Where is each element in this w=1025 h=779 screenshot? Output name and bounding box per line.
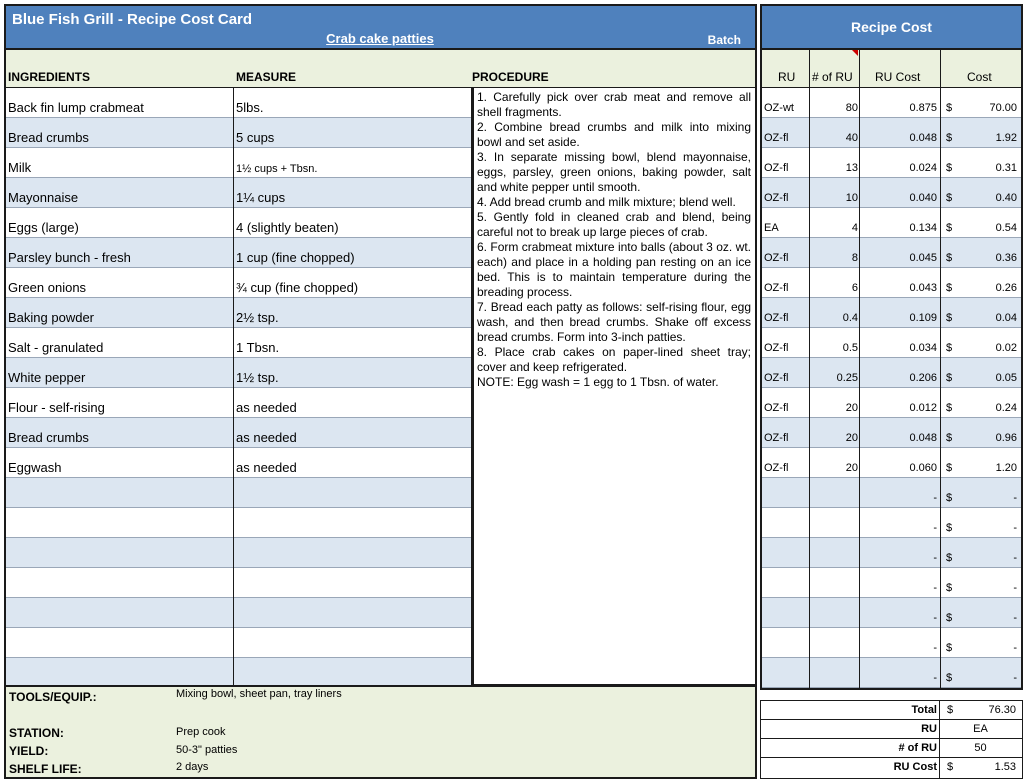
cost-row [762,328,1021,358]
cost-cell[interactable]: 1.20 [995,462,1017,474]
dollar-sign: $ [946,312,953,324]
recipe-card [4,4,757,779]
column-divider [940,50,941,688]
cost-cell[interactable]: 70.00 [989,102,1017,114]
ingredient-name-cell[interactable]: White pepper [8,370,86,385]
ingredient-row [6,268,472,298]
num-ru-cell[interactable]: 0.5 [842,342,858,354]
ru-cell[interactable]: OZ-fl [764,162,789,174]
ru-cell[interactable]: OZ-wt [764,102,794,114]
procedure-step: 2. Combine bread crumbs and milk into mixing bowl and set aside. [477,120,751,149]
cost-row [762,568,1021,598]
ru-cost-cell[interactable]: - [933,552,937,564]
ru-cost-cell[interactable]: - [933,582,937,594]
dollar-sign: $ [946,492,953,504]
procedure-step: 6. Form crabmeat mixture into balls (about 3 oz. wt. each) and place in a holding pan resting on an ice bed. This is to maintain temperature during the breading process. [477,240,751,299]
num-ru-cell[interactable]: 80 [845,102,858,114]
yield-value[interactable]: 50-3" patties [176,744,238,756]
ru-cell[interactable]: OZ-fl [764,432,789,444]
ingredients-header: INGREDIENTS [8,70,91,84]
ingredient-row [6,538,472,568]
cost-cell[interactable]: 0.26 [995,282,1017,294]
ingredient-row [6,388,472,418]
ingredient-measure-cell[interactable]: 2½ tsp. [236,310,279,325]
ru-cost-cell[interactable]: - [933,672,937,684]
num-ru-cell[interactable]: 13 [845,162,858,174]
procedure-step: 5. Gently fold in cleaned crab and blend, being careful not to break up large pieces of crab. [477,210,751,239]
recipe-cost-panel [760,4,1023,690]
total-row [761,701,1022,720]
ingredient-row [6,598,472,628]
recipe-cost-title: Recipe Cost [762,6,1021,50]
procedure-header: PROCEDURE [472,70,549,84]
dollar-sign: $ [946,342,953,354]
cost-cell[interactable]: - [1013,612,1017,624]
cost-row [762,508,1021,538]
dollar-sign: $ [946,102,953,114]
ingredients-table [6,88,472,688]
dollar-sign: $ [946,282,953,294]
cost-cell[interactable]: 0.31 [995,162,1017,174]
cost-row [762,358,1021,388]
ru-cost-value[interactable]: 1.53 [994,761,1016,773]
ingredient-row [6,118,472,148]
ru-header: RU [778,70,796,84]
cost-cell[interactable]: 0.36 [995,252,1017,264]
cost-row [762,598,1021,628]
ru-cost-cell[interactable]: 0.048 [909,132,937,144]
ingredient-name-cell[interactable]: Parsley bunch - fresh [8,250,131,265]
ru-cost-cell[interactable]: 0.875 [909,102,937,114]
dollar-sign: $ [946,132,953,144]
card-footer [6,685,755,777]
num-ru-cell[interactable]: 4 [851,222,858,234]
num-ru-row [761,739,1022,758]
cost-row [762,418,1021,448]
ru-cost-cell[interactable]: 0.024 [909,162,937,174]
ingredient-row [6,418,472,448]
cost-cell[interactable]: 1.92 [995,132,1017,144]
procedure-step: 1. Carefully pick over crab meat and remove all shell fragments. [477,90,751,119]
dollar-sign: $ [946,252,953,264]
ru-cost-cell[interactable]: 0.109 [909,312,937,324]
cost-row [762,298,1021,328]
dollar-sign: $ [946,522,953,534]
num-ru-label: # of RU [898,742,937,754]
ru-cost-header: RU Cost [875,70,921,84]
cost-row [762,628,1021,658]
dollar-sign: $ [946,642,953,654]
cost-table [762,88,1021,688]
dollar-sign: $ [946,222,953,234]
tools-value[interactable]: Mixing bowl, sheet pan, tray liners [176,688,342,700]
column-header-row [6,50,755,88]
cost-cell[interactable]: - [1013,522,1017,534]
comment-marker-icon[interactable] [852,50,858,56]
cost-cell[interactable]: - [1013,642,1017,654]
ru-cost-cell[interactable]: - [933,642,937,654]
ru-cell[interactable]: OZ-fl [764,402,789,414]
cost-row [762,208,1021,238]
ingredient-row [6,238,472,268]
num-ru-value[interactable]: 50 [974,742,987,754]
ru-cost-cell[interactable]: 0.043 [909,282,937,294]
num-ru-cell[interactable]: 20 [845,462,858,474]
ingredient-name-cell[interactable]: Salt - granulated [8,340,104,355]
procedure-step: 7. Bread each patty as follows: self-rising flour, egg wash, and then bread crumbs. Shake off excess bread crumbs. Form into 3-inch patties. [477,300,751,344]
cost-row [762,388,1021,418]
ru-cost-label: RU Cost [893,761,937,773]
ingredient-name-cell[interactable]: Milk [8,160,32,175]
ingredient-name-cell[interactable]: Eggs (large) [8,220,79,235]
dollar-sign: $ [946,402,953,414]
dollar-sign: $ [946,432,953,444]
cost-row [762,148,1021,178]
dollar-sign: $ [946,462,953,474]
ru-cost-dollar: $ [947,761,954,773]
cost-row [762,478,1021,508]
ingredient-row [6,208,472,238]
cost-header: Cost [967,70,992,84]
ingredient-row [6,478,472,508]
ingredient-row [6,298,472,328]
procedure-step: 8. Place crab cakes on paper-lined sheet tray; cover and keep refrigerated. [477,345,751,374]
ru-cell[interactable]: EA [764,222,779,234]
cost-cell[interactable]: - [1013,582,1017,594]
dollar-sign: $ [946,672,953,684]
num-ru-cell[interactable]: 8 [851,252,858,264]
ingredient-measure-cell[interactable]: as needed [236,460,297,475]
cost-cell[interactable]: 0.40 [995,192,1017,204]
ingredient-row [6,628,472,658]
station-label: STATION: [9,726,64,740]
ru-cell[interactable]: OZ-fl [764,132,789,144]
shelf-life-value[interactable]: 2 days [176,761,209,773]
ingredient-measure-cell[interactable]: 5 cups [236,130,275,145]
ingredient-measure-cell[interactable]: 1 cup (fine chopped) [236,250,355,265]
recipe-name-link[interactable]: Crab cake patties [326,31,434,46]
yield-label: YIELD: [9,744,49,758]
column-divider [859,50,860,688]
num-ru-cell[interactable]: 10 [845,192,858,204]
ru-cost-cell[interactable]: 0.040 [909,192,937,204]
ru-cost-cell[interactable]: - [933,522,937,534]
ru-row [761,720,1022,739]
cost-cell[interactable]: 0.04 [995,312,1017,324]
ingredient-row [6,448,472,478]
num-ru-header: # of RU [812,70,853,84]
dollar-sign: $ [946,552,953,564]
cost-row [762,238,1021,268]
num-ru-cell[interactable]: 0.25 [836,372,858,384]
totals-box [760,700,1023,779]
station-value[interactable]: Prep cook [176,726,226,738]
cost-cell[interactable]: 0.54 [995,222,1017,234]
ingredient-name-cell[interactable]: Baking powder [8,310,94,325]
num-ru-cell[interactable]: 20 [845,402,858,414]
cost-row [762,658,1021,688]
cost-cell[interactable]: - [1013,672,1017,684]
procedure-step: 3. In separate missing bowl, blend mayonnaise, eggs, parsley, green onions, baking powder, salt and white pepper until smooth. [477,150,751,194]
cost-cell[interactable]: 0.05 [995,372,1017,384]
ingredient-row [6,358,472,388]
card-title-bar [6,6,755,50]
cost-row [762,118,1021,148]
ru-cost-cell[interactable]: 0.045 [909,252,937,264]
num-ru-cell[interactable]: 20 [845,432,858,444]
cost-cell[interactable]: 0.24 [995,402,1017,414]
tools-label: TOOLS/EQUIP.: [9,690,97,704]
ru-value[interactable]: EA [973,723,988,735]
cost-header-row [762,50,1021,88]
dollar-sign: $ [946,582,953,594]
ru-cell[interactable]: OZ-fl [764,342,789,354]
ingredient-measure-cell[interactable]: 1¼ cups [236,190,286,205]
ingredient-measure-cell[interactable]: 4 (slightly beaten) [236,220,339,235]
batch-label: Batch [707,33,741,47]
ingredient-name-cell[interactable]: Flour - self-rising [8,400,105,415]
ru-cost-cell[interactable]: - [933,612,937,624]
ru-cost-row [761,758,1022,777]
ingredient-row [6,88,472,118]
ingredient-row [6,178,472,208]
ingredient-measure-cell[interactable]: as needed [236,430,297,445]
column-divider [233,88,234,686]
ingredient-row [6,568,472,598]
ru-cost-cell[interactable]: 0.060 [909,462,937,474]
ingredient-measure-cell[interactable]: ¾ cup (fine chopped) [236,280,359,295]
cost-cell[interactable]: - [1013,492,1017,504]
dollar-sign: $ [946,192,953,204]
total-value[interactable]: 76.30 [988,704,1016,716]
ingredient-row [6,508,472,538]
ingredient-measure-cell[interactable]: 1½ tsp. [236,370,279,385]
num-ru-cell[interactable]: 40 [845,132,858,144]
ingredient-measure-cell[interactable]: 1½ cups + Tbsn. [236,163,318,175]
ru-cell[interactable]: OZ-fl [764,462,789,474]
total-dollar: $ [947,704,954,716]
ingredient-measure-cell[interactable]: as needed [236,400,297,415]
procedure-step: 4. Add bread crumb and milk mixture; blend well. [477,195,736,209]
total-label: Total [911,704,937,716]
num-ru-cell[interactable]: 6 [851,282,858,294]
ru-cell[interactable]: OZ-fl [764,282,789,294]
procedure-step: NOTE: Egg wash = 1 egg to 1 Tbsn. of water. [477,375,719,389]
cost-row [762,178,1021,208]
ingredient-name-cell[interactable]: Back fin lump crabmeat [8,100,144,115]
ru-cost-cell[interactable]: - [933,492,937,504]
ru-cost-cell[interactable]: 0.048 [909,432,937,444]
ingredient-row [6,658,472,688]
ru-cost-cell[interactable]: 0.012 [909,402,937,414]
ru-cost-cell[interactable]: 0.206 [909,372,937,384]
ingredient-name-cell[interactable]: Bread crumbs [8,430,89,445]
ingredient-name-cell[interactable]: Bread crumbs [8,130,89,145]
ingredient-row [6,148,472,178]
ru-cost-cell[interactable]: 0.134 [909,222,937,234]
cost-cell[interactable]: 0.02 [995,342,1017,354]
ingredient-name-cell[interactable]: Mayonnaise [8,190,79,205]
ru-cost-cell[interactable]: 0.034 [909,342,937,354]
shelf-life-label: SHELF LIFE: [9,762,82,776]
procedure-text-cell[interactable] [472,88,757,686]
ru-cell[interactable]: OZ-fl [764,252,789,264]
ingredient-measure-cell[interactable]: 1 Tbsn. [236,340,280,355]
ru-cell[interactable]: OZ-fl [764,312,789,324]
ingredient-measure-cell[interactable]: 5lbs. [236,100,264,115]
ru-cell[interactable]: OZ-fl [764,192,789,204]
column-divider [809,50,810,688]
num-ru-cell[interactable]: 0.4 [842,312,858,324]
measure-header: MEASURE [236,70,297,84]
ru-label: RU [921,723,937,735]
dollar-sign: $ [946,372,953,384]
cost-row [762,538,1021,568]
ingredient-name-cell[interactable]: Green onions [8,280,87,295]
dollar-sign: $ [946,612,953,624]
cost-cell[interactable]: 0.96 [995,432,1017,444]
ingredient-name-cell[interactable]: Eggwash [8,460,62,475]
cost-row [762,88,1021,118]
cost-row [762,268,1021,298]
ingredient-row [6,328,472,358]
dollar-sign: $ [946,162,953,174]
cost-cell[interactable]: - [1013,552,1017,564]
cost-row [762,448,1021,478]
ru-cell[interactable]: OZ-fl [764,372,789,384]
card-title: Blue Fish Grill - Recipe Cost Card [12,11,253,28]
